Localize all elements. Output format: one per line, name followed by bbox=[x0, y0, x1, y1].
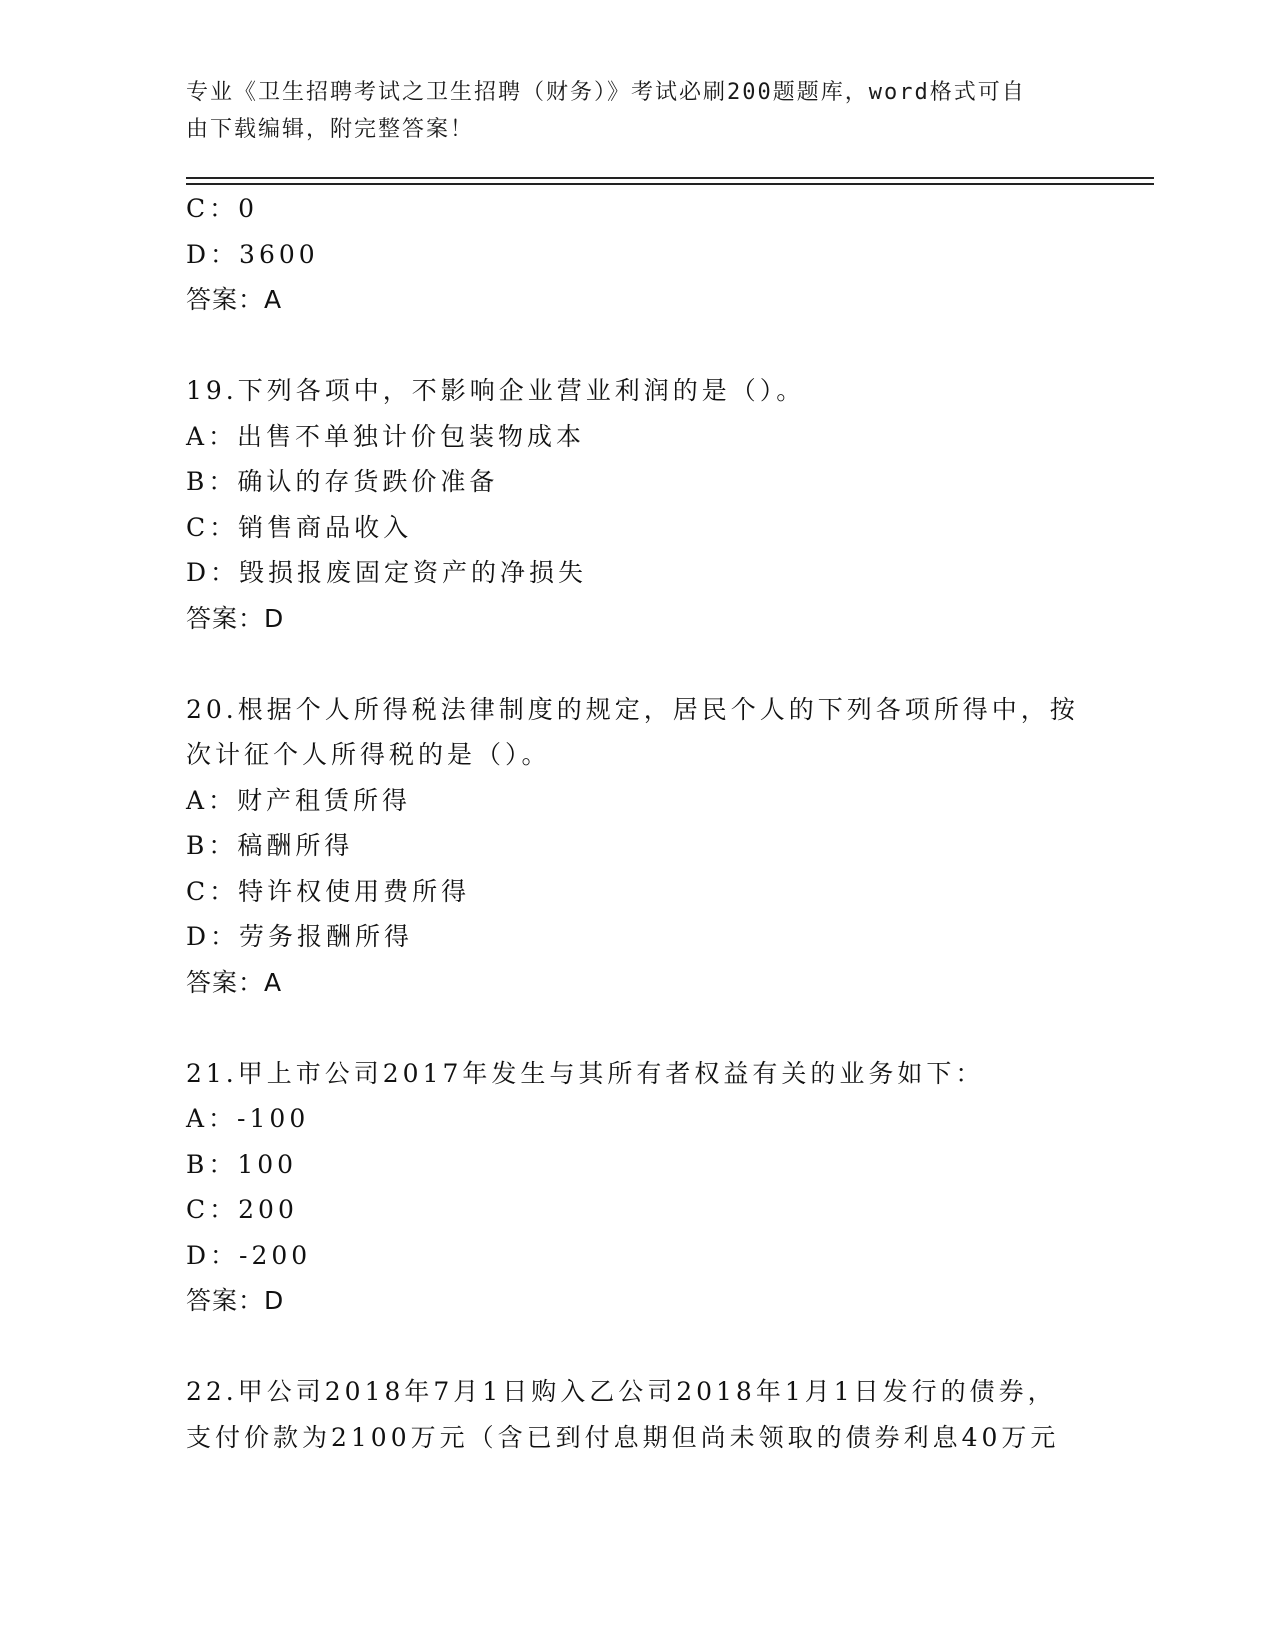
spacer bbox=[186, 323, 1086, 369]
option-c: C：0 bbox=[186, 194, 259, 223]
question-21 bbox=[186, 1051, 1086, 1324]
question-19 bbox=[186, 368, 1086, 641]
document-body bbox=[186, 186, 1086, 1460]
option-c: C：特许权使用费所得 bbox=[186, 876, 471, 906]
spacer bbox=[186, 641, 1086, 687]
option-d: D：毁损报废固定资产的净损失 bbox=[186, 558, 588, 587]
question-18-tail bbox=[186, 186, 1086, 323]
question-stem-line-2: 支付价款为2100万元（含已到付息期但尚未领取的债券利息40万元 bbox=[186, 1422, 1060, 1452]
answer: 答案：A bbox=[186, 967, 283, 997]
header-divider-bottom bbox=[186, 183, 1154, 185]
question-stem-line-1: 22.甲公司2018年7月1日购入乙公司2018年1月1日发行的债券， bbox=[186, 1377, 1057, 1406]
option-a: A：财产租赁所得 bbox=[186, 785, 412, 815]
option-c: C：200 bbox=[186, 1195, 298, 1224]
answer: 答案：D bbox=[186, 603, 285, 633]
answer: 答案：A bbox=[186, 285, 283, 314]
question-20 bbox=[186, 687, 1086, 1006]
answer: 答案：D bbox=[186, 1286, 285, 1315]
option-a: A：-100 bbox=[186, 1104, 310, 1133]
option-d: D：劳务报酬所得 bbox=[186, 922, 414, 951]
option-a: A：出售不单独计价包装物成本 bbox=[186, 421, 586, 451]
option-b: B：100 bbox=[186, 1149, 298, 1179]
option-c: C：销售商品收入 bbox=[186, 512, 413, 542]
document-header bbox=[186, 74, 1066, 148]
option-b: B：稿酬所得 bbox=[186, 831, 354, 860]
option-b: B：确认的存货跌价准备 bbox=[186, 467, 499, 496]
question-22 bbox=[186, 1369, 1086, 1460]
spacer bbox=[186, 1324, 1086, 1370]
option-d: D：3600 bbox=[186, 239, 319, 269]
question-stem-line-1: 20.根据个人所得税法律制度的规定，居民个人的下列各项所得中，按 bbox=[186, 694, 1079, 724]
header-line-2: 由下载编辑，附完整答案！ bbox=[186, 117, 475, 142]
question-stem: 19.下列各项中，不影响企业营业利润的是（）。 bbox=[186, 376, 806, 405]
spacer bbox=[186, 1005, 1086, 1051]
question-stem-line-2: 次计征个人所得税的是（）。 bbox=[186, 740, 551, 769]
header-divider-top bbox=[186, 177, 1154, 179]
header-line-1: 专业《卫生招聘考试之卫生招聘（财务）》考试必刷200题题库，word格式可自 bbox=[186, 80, 1026, 105]
option-d: D：-200 bbox=[186, 1240, 312, 1270]
question-stem: 21.甲上市公司2017年发生与其所有者权益有关的业务如下： bbox=[186, 1058, 985, 1088]
